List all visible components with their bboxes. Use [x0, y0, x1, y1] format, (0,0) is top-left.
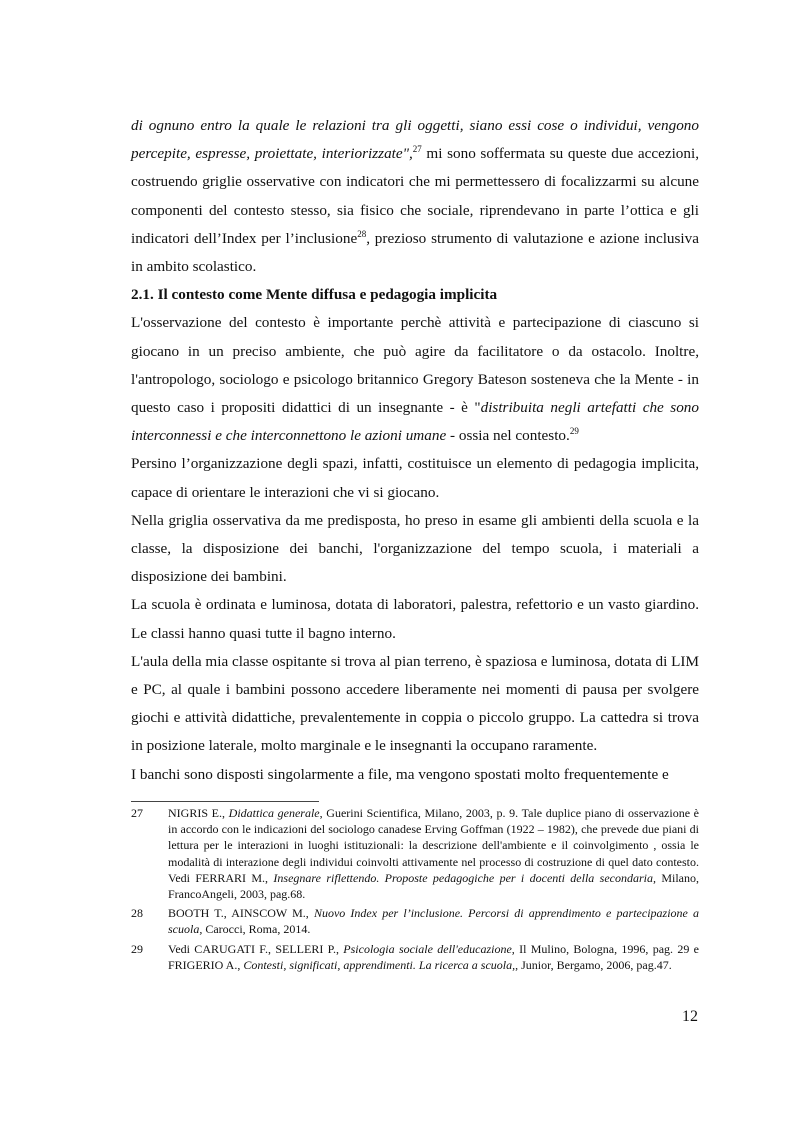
footnote-title: Insegnare riflettendo. Proposte pedagogiche per i docenti della secondaria,	[273, 870, 656, 885]
paragraph-text: - ossia nel contesto.	[446, 427, 570, 445]
paragraph-1	[131, 112, 699, 281]
footnote-ref-29: 29	[569, 426, 579, 437]
paragraph-5: La scuola è ordinata e luminosa, dotata di laboratori, palestra, refettorio e un vasto giardino. Le classi hanno quasi tutte il bagno interno.	[131, 596, 699, 642]
footnote-separator	[131, 801, 319, 802]
footnote-number: 27	[131, 806, 143, 820]
footnote-text-part: , Guerini Scientifica, Milano, 2003, p. 9. Tale duplice piano di osservazione è in accordo con le indicazioni del sociologo canadese Erving Goffman (1922 – 1982), che prevede due piani di lettura per le interazioni in luoghi istituzionali: la descrizione dell'ambiente e il coinvolgimento , ossia le modalità di interazione degli individui coinvolti attivamente nel processo di costruzione di quel dato contesto. Vedi FERRARI M.,	[168, 806, 699, 885]
footnote-ref-27: 27	[412, 144, 422, 155]
footnote-29	[131, 941, 699, 973]
footnote-title: Psicologia sociale dell'educazione,	[343, 941, 515, 956]
quote-italic: di ognuno entro la quale le relazioni tra gli oggetti, siano essi cose o individui, vengono percepite, espresse, proiettate, interiorizzate",	[131, 117, 699, 163]
footnote-text-part: Milano, FrancoAngeli, 2003, pag.68.	[168, 870, 700, 902]
footnote-text-part: BOOTH T., AINSCOW M.,	[168, 906, 314, 921]
footnote-text	[168, 905, 699, 937]
footnote-27	[131, 805, 699, 902]
footnote-text-part: Carocci, Roma, 2014.	[202, 922, 311, 937]
quote-italic: distribuita negli artefatti che sono interconnessi e che interconnettono le azioni umane	[131, 399, 699, 445]
footnote-text-part: Il Mulino, Bologna, 1996, pag. 29 e FRIGERIO A.,	[168, 941, 699, 972]
footnote-text-part: , Junior, Bergamo, 2006, pag.47.	[515, 957, 672, 972]
footnote-text-part: NIGRIS E.,	[168, 806, 229, 820]
footnote-text	[168, 805, 699, 902]
footnote-ref-28: 28	[357, 228, 367, 239]
footnote-number: 29	[131, 941, 143, 956]
paragraph-4: Nella griglia osservativa da me predisposta, ho preso in esame gli ambienti della scuola e la classe, la disposizione dei banchi, l'organizzazione del tempo scuola, i materiali a disposizione dei bambini.	[131, 511, 699, 586]
footnotes	[131, 805, 699, 976]
paragraph-text: mi sono soffermata su queste due accezioni, costruendo griglie osservative con indicatori che mi permettessero di focalizzarmi su alcune componenti del contesto stesso, sia fisico che sociale, riprendevano in parte l’ottica e gli indicatori dell’Index per l’inclusione	[131, 145, 699, 247]
section-heading: 2.1. Il contesto come Mente diffusa e pedagogia implicita	[131, 286, 498, 304]
paragraph-2	[131, 309, 699, 450]
footnote-number: 28	[131, 906, 143, 921]
paragraph-text: , prezioso strumento di valutazione e azione inclusiva in ambito scolastico.	[131, 229, 699, 276]
footnote-text-part: Vedi CARUGATI F., SELLERI P.,	[168, 941, 344, 956]
paragraph-3: Persino l’organizzazione degli spazi, infatti, costituisce un elemento di pedagogia implicita, capace di orientare le interazioni che vi si giocano.	[131, 455, 699, 501]
page-number: 12	[682, 1008, 698, 1025]
footnote-title: Nuovo Index per l’inclusione. Percorsi di apprendimento e partecipazione a scuola,	[168, 906, 700, 937]
paragraph-text: L'osservazione del contesto è importante perchè attività e partecipazione di ciascuno si giocano in un preciso ambiente, che può agire da facilitatore o da ostacolo. Inoltre, l'antropologo, sociologo e psicologo britannico Gregory Bateson sosteneva che la Mente - in questo caso i propositi didattici di un insegnante - è "	[131, 314, 699, 417]
paragraph-6: L'aula della mia classe ospitante si trova al pian terreno, è spaziosa e luminosa, dotata di LIM e PC, al quale i bambini possono accedere liberamente nei momenti di pausa per svolgere giochi e attività didattiche, prevalentemente in coppia o piccolo gruppo. La cattedra si trova in posizione laterale, molto marginale e le insegnanti la occupano raramente.	[131, 652, 699, 755]
footnote-title: Contesti, significati, apprendimenti. La ricerca a scuola,	[243, 957, 516, 972]
footnote-text	[168, 941, 699, 973]
footnote-28	[131, 905, 699, 937]
footnote-title: Didattica generale	[228, 806, 320, 820]
body-text	[131, 112, 699, 789]
paragraph-7: I banchi sono disposti singolarmente a file, ma vengono spostati molto frequentemente e	[131, 765, 669, 783]
